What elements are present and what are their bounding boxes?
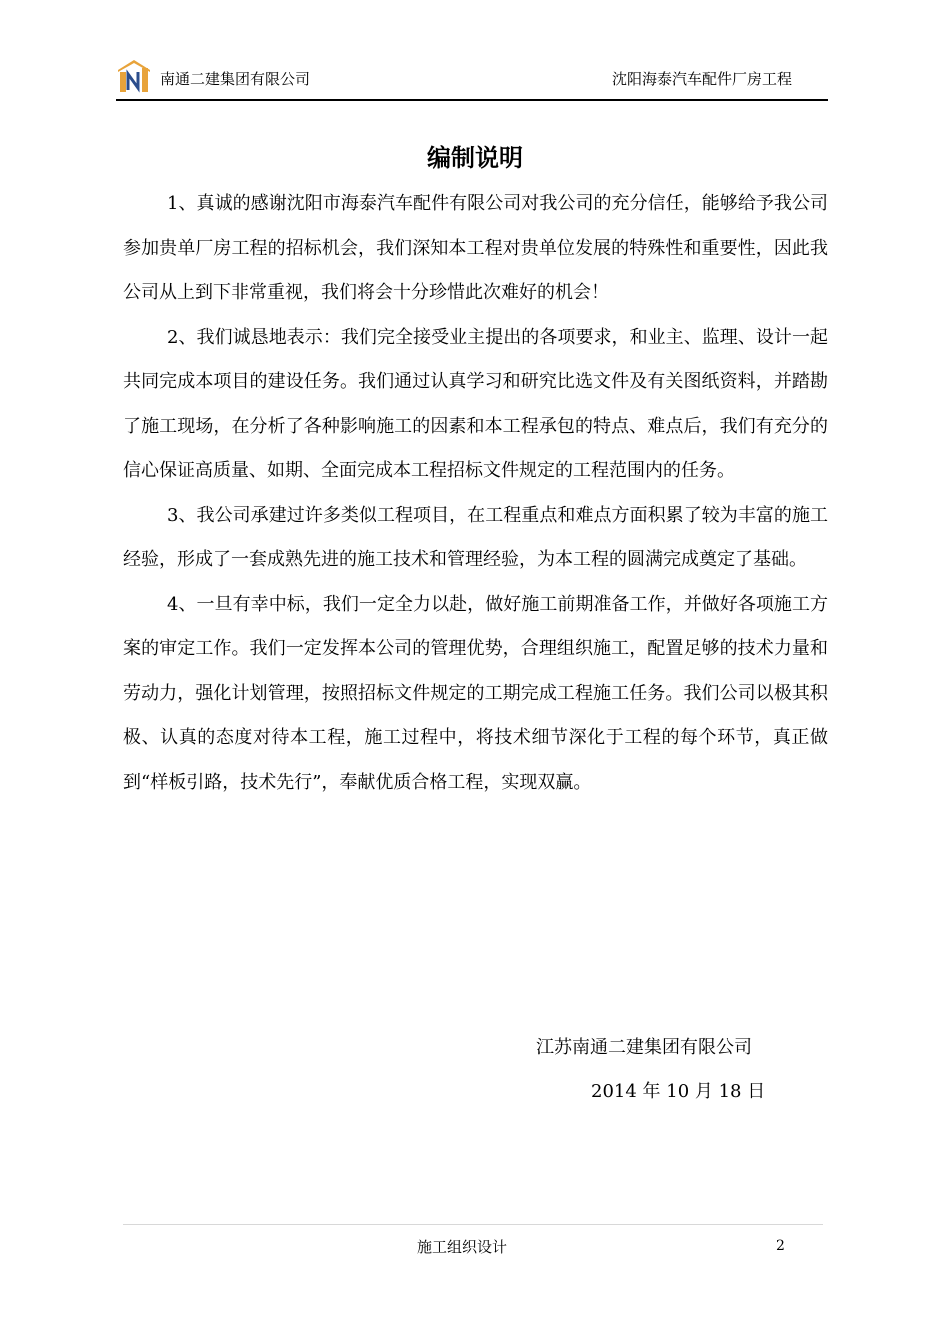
page-number: 2	[776, 1238, 785, 1254]
footer-title: 施工组织设计	[416, 1238, 507, 1256]
signature-company: 江苏南通二建集团有限公司	[536, 1037, 752, 1058]
page-title: 编制说明	[427, 143, 523, 172]
paragraph-4	[123, 583, 828, 806]
paragraph-3-text: 3、我公司承建过许多类似工程项目，在工程重点和难点方面积累了较为丰富的施工经验，形成了一套成熟先进的施工技术和管理经验，为本工程的圆满完成奠定了基础。	[123, 504, 828, 570]
header-project-name: 沈阳海泰汽车配件厂房工程	[611, 70, 792, 88]
signature-date: 2014 年 10 月 18 日	[591, 1081, 766, 1102]
footer-divider	[123, 1224, 823, 1225]
document-body	[123, 182, 828, 805]
header-divider	[116, 99, 828, 101]
paragraph-1	[123, 182, 828, 316]
paragraph-2-text: 2、我们诚恳地表示：我们完全接受业主提出的各项要求，和业主、监理、设计一起共同完成本项目的建设任务。我们通过认真学习和研究比选文件及有关图纸资料，并踏勘了施工现场，在分析了各种影响施工的因素和本工程承包的特点、难点后，我们有充分的信心保证高质量、如期、全面完成本工程招标文件规定的工程范围内的任务。	[123, 326, 828, 481]
paragraph-3	[123, 494, 828, 583]
header-company-name: 南通二建集团有限公司	[160, 70, 311, 88]
paragraph-1-text: 1、真诚的感谢沈阳市海泰汽车配件有限公司对我公司的充分信任，能够给予我公司参加贵单厂房工程的招标机会，我们深知本工程对贵单位发展的特殊性和重要性，因此我公司从上到下非常重视，我们将会十分珍惜此次难好的机会！	[123, 193, 828, 303]
company-logo-icon	[116, 58, 152, 94]
page-header	[116, 58, 828, 100]
paragraph-4-text: 4、一旦有幸中标，我们一定全力以赴，做好施工前期准备工作，并做好各项施工方案的审定工作。我们一定发挥本公司的管理优势，合理组织施工，配置足够的技术力量和劳动力，强化计划管理，按照招标文件规定的工期完成工程施工任务。我们公司以极其积极、认真的态度对待本工程，施工过程中，将技术细节深化于工程的每个环节，真正做到“样板引路，技术先行”，奉献优质合格工程，实现双赢。	[123, 593, 828, 793]
paragraph-2	[123, 316, 828, 494]
